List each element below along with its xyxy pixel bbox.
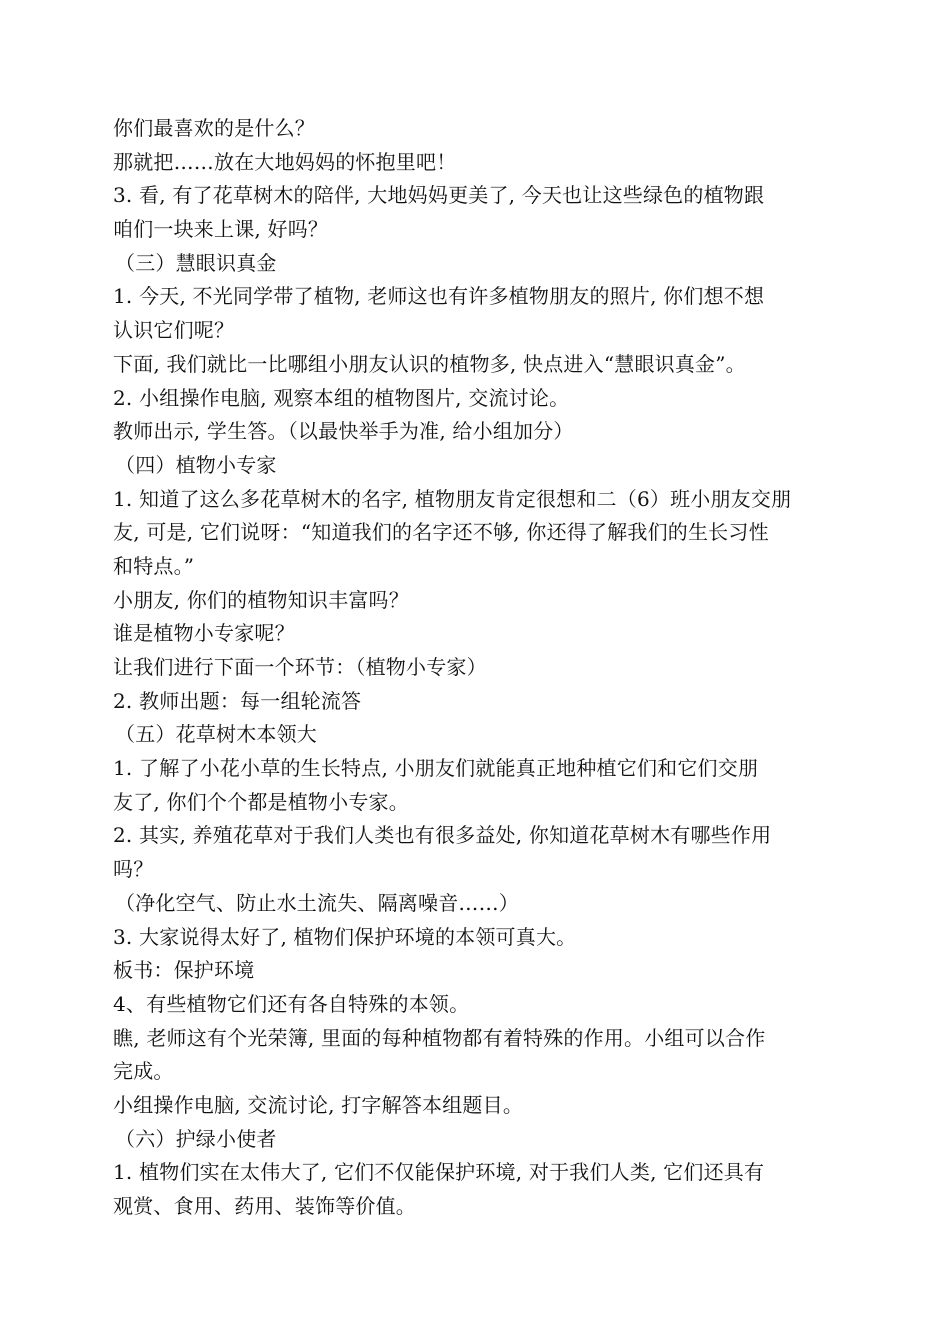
text-line: 1. 知道了这么多花草树木的名字, 植物朋友肯定很想和二（6）班小朋友交朋 <box>113 486 792 511</box>
text-line: 瞧, 老师这有个光荣簿, 里面的每种植物都有着特殊的作用。小组可以合作 <box>113 1025 766 1050</box>
text-line: 让我们进行下面一个环节：（植物小专家） <box>113 655 487 679</box>
text-line: 2. 教师出题：每一组轮流答 <box>113 688 362 713</box>
text-line: 小组操作电脑, 交流讨论, 打字解答本组题目。 <box>113 1092 524 1117</box>
section-heading: （四）植物小专家 <box>115 452 277 477</box>
text-line: 观赏、食用、药用、装饰等价值。 <box>113 1194 416 1218</box>
text-line: 1. 植物们实在太伟大了, 它们不仅能保护环境, 对于我们人类, 它们还具有 <box>113 1160 765 1185</box>
text-line: 板书：保护环境 <box>113 958 255 983</box>
text-line: 下面, 我们就比一比哪组小朋友认识的植物多, 快点进入“慧眼识真金”。 <box>113 351 746 376</box>
text-line: 1. 今天, 不光同学带了植物, 老师这也有许多植物朋友的照片, 你们想不想 <box>113 284 765 309</box>
text-line: 1. 了解了小花小草的生长特点, 小朋友们就能真正地种植它们和它们交朋 <box>113 756 759 781</box>
text-line: 和特点。” <box>113 553 195 578</box>
document-page <box>113 112 843 1224</box>
text-line: 友了, 你们个个都是植物小专家。 <box>113 789 409 814</box>
text-line: 2. 小组操作电脑, 观察本组的植物图片, 交流讨论。 <box>113 385 570 410</box>
text-line: 3. 看, 有了花草树木的陪伴, 大地妈妈更美了, 今天也让这些绿色的植物跟 <box>113 183 765 208</box>
text-line: 你们最喜欢的是什么？ <box>113 116 315 140</box>
text-line: 咱们一块来上课, 好吗？ <box>113 217 329 242</box>
section-heading: （三）慧眼识真金 <box>115 250 277 275</box>
parenthetical-line: （净化空气、防止水土流失、隔离噪音……） <box>115 890 519 915</box>
text-line: 完成。 <box>113 1059 174 1084</box>
text-line: 小朋友, 你们的植物知识丰富吗？ <box>113 587 409 612</box>
text-line: 吗？ <box>113 857 154 882</box>
text-line: 友, 可是, 它们说呀：“知道我们的名字还不够, 你还得了解我们的生长习性 <box>113 520 769 545</box>
text-line: 那就把……放在大地妈妈的怀抱里吧！ <box>113 149 457 174</box>
section-heading: （六）护绿小使者 <box>115 1126 277 1151</box>
text-line: 2. 其实, 养殖花草对于我们人类也有很多益处, 你知道花草树木有哪些作用 <box>113 823 772 848</box>
text-line: 3. 大家说得太好了, 植物们保护环境的本领可真大。 <box>113 924 577 949</box>
section-heading: （五）花草树木本领大 <box>115 722 317 747</box>
text-line: 认识它们呢？ <box>113 318 235 343</box>
text-line: 谁是植物小专家呢？ <box>113 621 295 646</box>
text-line: 教师出示, 学生答。（以最快举手为准, 给小组加分） <box>113 419 574 444</box>
text-line: 4、有些植物它们还有各自特殊的本领。 <box>113 991 470 1016</box>
